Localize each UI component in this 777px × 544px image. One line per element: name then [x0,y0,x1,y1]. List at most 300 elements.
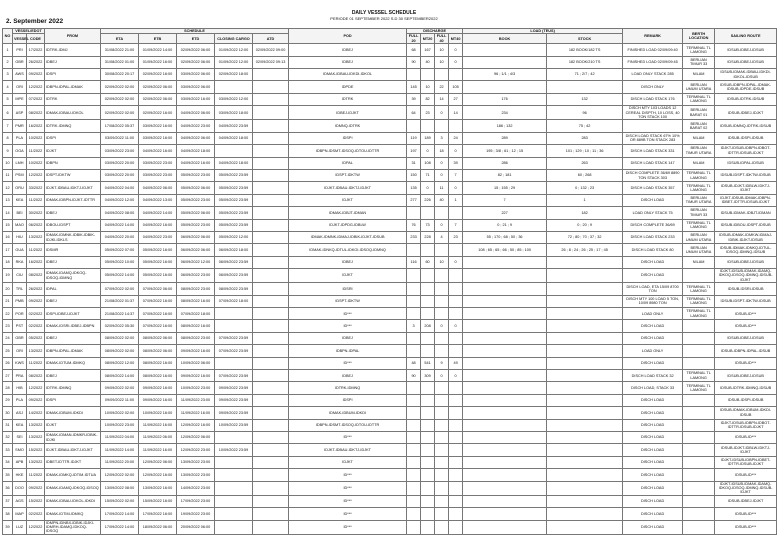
row-etd: 06/09/2022 06:00 [177,231,215,243]
row-discharge-mt20 [421,520,435,534]
row-stock: 0 ; 132 ; 23 [547,182,623,194]
row-no: 17 [3,244,13,256]
row-berth [683,320,715,332]
col-eta: ETA [101,34,139,44]
row-code: 33/2022 [27,182,45,194]
row-from: IDMAK-IDTUM-IDMKQ [45,357,101,369]
row-eta: 09/09/2022 11:00 [101,394,139,406]
row-etd: 04/09/2022 06:00 [177,106,215,120]
row-from: IDJKT [45,145,101,157]
row-from: IDBPN-IDPAL-IDMAK [45,345,101,357]
row-discharge-full40 [435,269,449,283]
row-stock [547,256,623,268]
row-atd [253,256,289,268]
row-vessel: AWS [13,69,27,81]
row-discharge-mt40: 1 [449,194,463,206]
row-no: 29 [3,394,13,406]
row-atd [253,320,289,332]
row-from: IDMAK-IDAMQ-IDKOQ-IDSOQ-IDMNQ [45,269,101,283]
row-stock: 71 ; 2/7 ; 42 [547,69,623,81]
row-route: IDSUB-ID*** [715,308,777,320]
row-eta: 04/09/2022 08:00 [101,207,139,219]
row-discharge-full20: 68 [407,44,421,56]
row-berth [683,444,715,456]
row-remark: DISCH LOAD [623,194,683,206]
row-route: IDSUB-IDBEJ-IDSUB [715,256,777,268]
row-vessel: PST [13,320,27,332]
row-code: 06/2022 [27,219,45,231]
row-atd [253,357,289,369]
row-eta: 31/08/2022 21:00 [101,44,139,56]
row-discharge-mt20 [421,269,435,283]
row-eta: 12/09/2022 02:00 [101,469,139,481]
row-etb: 02/09/2022 16:00 [139,106,177,120]
row-route: IDSUB-IDSPI-IDSUB [715,132,777,144]
row-remark: DISCH MTY 100 LOAD 5 TON, 10/09 8980 TON [623,295,683,307]
row-remark: DISCH LOAD, STACK 33 [623,382,683,394]
row-pod: ID*** [289,520,407,534]
row-vessel: ASP [13,106,27,120]
row-etd: 07/09/2022 18:00 [177,308,215,320]
row-etb: 04/09/2022 16:00 [139,219,177,231]
row-vessel: LMH [13,157,27,169]
row-from: IDBEJ [45,295,101,307]
row-berth: BERLIAN TIMUR 33 [683,56,715,68]
row-code: 13/2022 [27,419,45,431]
row-from: IDBET-IDTTR-IDJKT [45,456,101,468]
row-discharge-mt40: 7 [449,169,463,181]
row-vessel: SEI [13,431,27,443]
row-no: 25 [3,345,13,357]
row-atd [253,345,289,357]
row-discharge-full20: 3 [407,320,421,332]
row-discharge-mt20: 82 [421,93,435,105]
row-discharge-full40 [435,295,449,307]
row-discharge-mt40 [449,295,463,307]
row-code: 11/2022 [27,357,45,369]
row-route: IDJKT-IDSUB-IDBPN-IDBOT-IDTTR-IDSUB-IDJKT [715,419,777,431]
row-etb: 02/09/2022 06:00 [139,93,177,105]
row-remark: DISCH LOAD [623,419,683,431]
row-book [463,382,547,394]
row-closing: 05/09/2022 23:59 [215,169,253,181]
row-berth [683,357,715,369]
row-pod: IDSPT-IDKTW [289,169,407,181]
row-berth: BERLIAN BARAT 02 [683,120,715,132]
row-no: 19 [3,269,13,283]
row-discharge-full20: 31 [407,157,421,169]
row-discharge-mt20 [421,69,435,81]
row-atd [253,182,289,194]
row-from: IDMPN-IDNBX-IDBIK-IDJKI-IDMRH-IDAMQ-IDKOQ-IDSOQ [45,520,101,534]
table-row [3,194,777,206]
row-closing: 02/09/2022 18:00 [215,69,253,81]
row-pod: ID*** [289,508,407,520]
row-no: 21 [3,295,13,307]
row-route: IDJKT-IDSUB-IDMAK-IDAMQ-IDKOQ-IDSOQ-IDMNQ-IDSUB-IDJKT [715,481,777,495]
row-discharge-full40 [435,481,449,495]
row-pod: IDSPI [289,132,407,144]
row-etb: 12/09/2022 16:00 [139,469,177,481]
row-discharge-full20 [407,345,421,357]
row-route: IDSUB-IDBEJ-IDSUB [715,44,777,56]
row-etd: 09/09/2022 16:00 [177,345,215,357]
row-vessel: TRL [13,283,27,295]
row-closing [215,456,253,468]
row-discharge-full40 [435,69,449,81]
row-etd: 06/09/2022 12:00 [177,256,215,268]
row-discharge-full20: 76 [407,219,421,231]
col-group-load: LOAD (TEUS) [463,29,623,34]
row-discharge-mt20 [421,394,435,406]
row-etd: 08/09/2022 16:00 [177,295,215,307]
row-no: 2 [3,56,13,68]
row-stock [547,495,623,507]
row-closing: 09/09/2022 23:59 [215,407,253,419]
row-remark: LOAD ONLY STACK 285 [623,69,683,81]
row-book [463,56,547,68]
row-route: IDSUB-IDMAK-IDBUM-IDKDI-IDSUB [715,407,777,419]
row-code: 30/2022 [27,207,45,219]
row-from: IDMAK-IDBPN-IDJKT-IDTTR [45,194,101,206]
row-stock [547,407,623,419]
row-vessel: LUZ [13,520,27,534]
row-etb: 01/09/2022 16:00 [139,56,177,68]
col-group-discharge: DISCHARGE [407,29,463,34]
row-remark: DISCH LOAD STACK 357 [623,182,683,194]
row-vessel: ASJ [13,407,27,419]
row-book [463,269,547,283]
row-discharge-full20 [407,120,421,132]
row-etb: 08/09/2022 16:00 [139,357,177,369]
col-stock: STOCK [547,34,623,44]
row-stock [547,269,623,283]
row-vessel: CIU [13,269,27,283]
row-discharge-full20: 39 [407,93,421,105]
row-code: 26/2022 [27,283,45,295]
row-from: IDSPI [45,132,101,144]
row-berth [683,481,715,495]
row-from: IDBEJ [45,56,101,68]
row-route: IDJKT-IDSUB-IDBPN-IDBET-IDTTR-IDSUB-IDJKT [715,456,777,468]
row-discharge-full40 [435,419,449,431]
row-atd [253,269,289,283]
row-route: IDSUB-IDBEJ-IDJKT [715,495,777,507]
row-atd [253,332,289,344]
row-berth: NILAM [683,69,715,81]
row-eta: 09/09/2022 02:00 [101,382,139,394]
row-book: 96 ; 1/1 ; 4/3 [463,69,547,81]
row-discharge-full40 [435,456,449,468]
col-route: SAILING ROUTE [715,29,777,44]
row-remark: DISCH LOAD [623,320,683,332]
row-etd: 13/09/2022 23:00 [177,469,215,481]
row-etb: 03/09/2022 23:00 [139,169,177,181]
row-discharge-mt20 [421,332,435,344]
row-no: 28 [3,382,13,394]
table-row [3,456,777,468]
row-pod: ID*** [289,481,407,495]
row-berth: BERLIAN UMUM UTARA [683,244,715,256]
row-berth: BERLIAN BARAT 01 [683,106,715,120]
row-no: 13 [3,194,13,206]
row-discharge-mt40: 0 [449,44,463,56]
row-remark: DISCH LOAD [623,357,683,369]
row-eta: 17/09/2022 14:00 [101,508,139,520]
row-etb: 09/09/2022 16:00 [139,382,177,394]
row-etd: 13/09/2022 23:00 [177,456,215,468]
row-stock [547,431,623,443]
row-atd [253,431,289,443]
row-berth [683,508,715,520]
row-pod: IDTRK [289,93,407,105]
row-vessel: SMO [13,444,27,456]
row-book [463,520,547,534]
row-remark: DISCH LOAD [623,269,683,283]
row-code: 02/2022 [27,508,45,520]
row-pod: IDBEJ [289,256,407,268]
row-closing [215,520,253,534]
row-etb: 08/09/2022 06:00 [139,332,177,344]
row-discharge-mt20: 228 [421,231,435,243]
row-no: 10 [3,157,13,169]
table-row [3,382,777,394]
row-etb: 03/09/2022 16:00 [139,132,177,144]
row-code: 16/2022 [27,120,45,132]
row-remark: DISCH LOAD [623,431,683,443]
row-etd: 03/09/2022 06:00 [177,69,215,81]
row-discharge-mt40 [449,332,463,344]
row-code: 16/2022 [27,256,45,268]
row-book: 0 ; 21 ; 9 [463,219,547,231]
row-pod: IDMAK-IDNKQ-IDTUL-IDKOI-IDSOQ-IDMNQ [289,244,407,256]
row-etb: 04/09/2022 06:00 [139,182,177,194]
row-discharge-full20: 116 [407,256,421,268]
row-route: IDSUB-IDPAL-IDSUB [715,157,777,169]
row-vessel: MAO [13,219,27,231]
row-etd: 08/09/2022 16:00 [177,320,215,332]
row-eta: 17/09/2022 14:00 [101,520,139,534]
page-date: 2. September 2022 [6,18,64,25]
row-vessel: APB [13,456,27,468]
row-discharge-mt20 [421,308,435,320]
row-code: 12/2022 [27,520,45,534]
row-remark [623,120,683,132]
row-vessel: OGA [13,145,27,157]
row-closing [215,320,253,332]
row-etb: 05/09/2022 16:00 [139,244,177,256]
row-route: IDSUB-IDBEJ-IDSUB [715,56,777,68]
row-atd [253,93,289,105]
row-route: IDSUB-ID*** [715,508,777,520]
row-from: IDMAK-IDBAU-IDKOL-IDKDI [45,495,101,507]
row-discharge-mt40: 14 [449,106,463,120]
row-discharge-full20 [407,69,421,81]
table-row [3,370,777,382]
row-code: 13/2022 [27,456,45,468]
row-route: IDJKT-IDSUB-IDMAK-IDBPN-IDBET-IDTTR-IDSUB-IDJKT [715,194,777,206]
row-discharge-full20 [407,332,421,344]
row-pod: IDBEJ [289,370,407,382]
row-closing [215,469,253,481]
row-discharge-mt20: 541 [421,357,435,369]
row-closing: 06/09/2022 18:00 [215,244,253,256]
row-atd [253,145,289,157]
row-stock: 96 [547,106,623,120]
row-berth: BERLIAN UMUM UTARA [683,81,715,93]
row-discharge-full40 [435,120,449,132]
row-from: IDBEJ [45,256,101,268]
row-eta: 04/09/2022 14:00 [101,219,139,231]
row-berth: TERMINAL TL LAMONG [683,182,715,194]
row-stock [547,481,623,495]
row-eta: 17/08/2022 05:37 [101,120,139,132]
row-eta: 03/09/2022 11:00 [101,132,139,144]
row-route: IDSUB-ID*** [715,520,777,534]
row-vessel: PSM [13,169,27,181]
row-stock: 101 ; 129 ; 10 ; 11 ; 36 [547,145,623,157]
row-vessel: ORU [13,182,27,194]
row-berth [683,520,715,534]
row-closing [215,145,253,157]
row-discharge-full40 [435,407,449,419]
row-code: 17/2022 [27,44,45,56]
row-pod: IDTRK-IDMNQ [289,382,407,394]
row-discharge-mt20 [421,508,435,520]
row-discharge-full20 [407,481,421,495]
document-title: DAILY VESSEL SCHEDULE [351,10,417,16]
row-book: 82 ; 181 [463,169,547,181]
row-discharge-mt40 [449,244,463,256]
table-row [3,444,777,456]
row-berth: BERLIAN UMUM UTARA [683,231,715,243]
row-discharge-mt40 [449,520,463,534]
row-discharge-full40 [435,520,449,534]
row-no: 9 [3,145,13,157]
col-atd: ATD [253,34,289,44]
row-stock: 182 BOOK/210 TS [547,56,623,68]
row-berth: NILAM [683,132,715,144]
row-no: 30 [3,407,13,419]
row-eta: 21/08/2022 14:37 [101,308,139,320]
row-berth: NILAM [683,157,715,169]
row-discharge-mt20 [421,295,435,307]
row-pod: IDJKT-IDBAU-IDKTJ-IDJKT [289,444,407,456]
row-etb: 03/09/2022 23:00 [139,157,177,169]
row-closing: 05/09/2022 23:59 [215,194,253,206]
row-etb: 12/09/2022 06:00 [139,456,177,468]
row-no: 16 [3,231,13,243]
row-vessel: RKA [13,256,27,268]
row-stock [547,370,623,382]
row-no: 1 [3,44,13,56]
row-etb: 11/09/2022 16:00 [139,444,177,456]
row-discharge-full20 [407,244,421,256]
row-remark: LOAD ONLY [623,345,683,357]
row-code: 11/2022 [27,244,45,256]
table-row [3,81,777,93]
row-berth [683,419,715,431]
row-discharge-full40 [435,244,449,256]
row-closing [215,81,253,93]
row-pod: ID*** [289,469,407,481]
row-stock: 60 ; 268 [547,169,623,181]
row-no: 14 [3,207,13,219]
row-etd: 04/09/2022 06:00 [177,132,215,144]
row-no: 32 [3,431,13,443]
row-discharge-full20 [407,456,421,468]
table-row [3,394,777,406]
row-eta: 02/09/2022 05:30 [101,320,139,332]
row-closing: 08/09/2022 23:59 [215,283,253,295]
row-etd: 05/09/2022 23:00 [177,194,215,206]
row-vessel: PMB [13,295,27,307]
row-route: IDSUB-IDJKT-IDBLW-IDKTJ-IDJKT [715,182,777,194]
row-discharge-mt40: 0 [449,145,463,157]
row-eta: 03/09/2022 23:00 [101,145,139,157]
row-atd [253,283,289,295]
row-eta: 10/09/2022 02:00 [101,407,139,419]
col-pod: POD [289,29,407,44]
row-no: 12 [3,182,13,194]
row-from: IDTRK-IDMNQ [45,120,101,132]
row-pod: IDBEJ [289,56,407,68]
row-route: IDSUB-IDSPT-IDKTW-IDSUB [715,295,777,307]
row-discharge-mt20 [421,382,435,394]
row-no: 3 [3,69,13,81]
row-etd: 04/09/2022 16:00 [177,157,215,169]
col-from: FROM [45,29,101,44]
row-discharge-mt40: 49 [449,357,463,369]
row-etb: 07/09/2022 16:00 [139,308,177,320]
row-no: 27 [3,370,13,382]
row-remark: DISCH LOAD [623,520,683,534]
row-discharge-full20: 119 [407,132,421,144]
col-no: NO [3,29,13,44]
row-discharge-full40 [435,283,449,295]
row-etb: 18/09/2022 06:00 [139,520,177,534]
row-discharge-mt40: 0 [449,370,463,382]
row-discharge-full40 [435,345,449,357]
row-discharge-mt40 [449,508,463,520]
row-stock: 182 BOOK/182 TS [547,44,623,56]
row-etd: 02/09/2022 06:00 [177,56,215,68]
row-etd: 08/09/2022 23:00 [177,283,215,295]
row-book: 55 ; 170 ; 68 ; 50 ; 36 [463,231,547,243]
row-pod: IDJKT [289,269,407,283]
row-closing: 09/09/2022 23:59 [215,382,253,394]
row-discharge-full40: 18 [435,145,449,157]
row-berth [683,495,715,507]
row-discharge-full20 [407,520,421,534]
document-period: PERIODE 01 SEPTEMBER 2022 S.D 30 SEPTEMBER2022 [330,16,438,21]
row-closing: 10/09/2022 23:59 [215,419,253,431]
row-eta: 05/09/2022 10:00 [101,256,139,268]
row-book [463,44,547,56]
row-discharge-full20 [407,269,421,283]
row-book [463,256,547,268]
row-code: 09/2022 [27,481,45,495]
row-discharge-full40 [435,332,449,344]
row-discharge-mt40: 24 [449,132,463,144]
row-vessel: PRA [13,370,27,382]
row-code: 13/2022 [27,345,45,357]
row-from: IDBEJ [45,370,101,382]
row-berth: BERLIAN TIMUR UTARA [683,145,715,157]
row-remark: DISCH LOAD STACK 80 [623,244,683,256]
row-discharge-mt20 [421,431,435,443]
row-book [463,431,547,443]
